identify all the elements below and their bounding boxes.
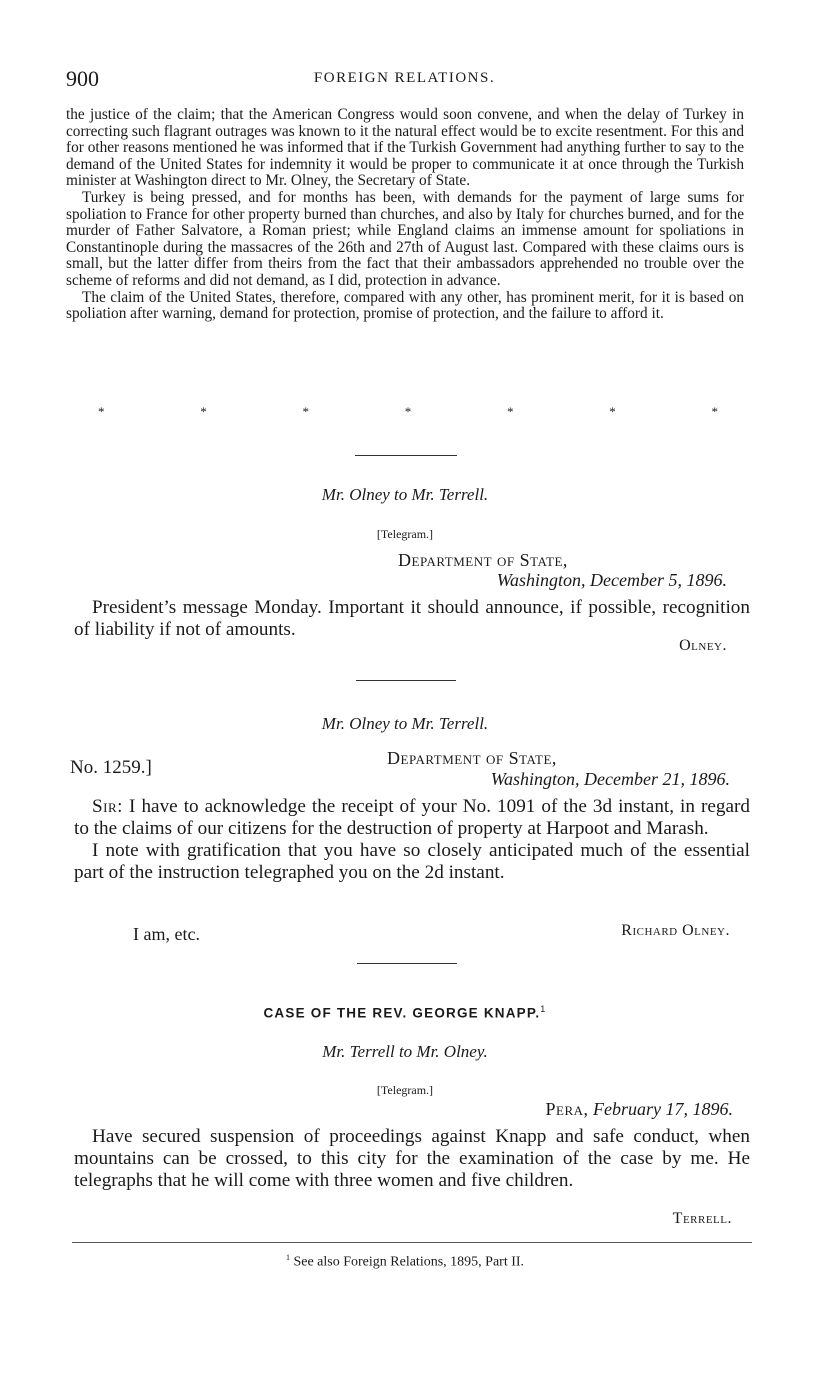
letter1-body-text: President’s message Monday. Important it should announce, if possible, recognition of liability if not of amounts.: [74, 597, 750, 640]
footnote-text: See also Foreign Relations, 1895, Part II.: [293, 1254, 525, 1270]
letter2-paragraph-2: I note with gratification that you have so closely anticipated much of the essential part of the instruction telegraphed you on the 2d instant.: [74, 840, 750, 883]
case-date: February 17, 1896.: [593, 1099, 733, 1119]
case-body-text: Have secured suspension of proceedings against Knapp and safe conduct, when mountains can be crossed, to this city for the examination of the case by me. He telegraphs that he will come with three women and five children.: [74, 1126, 750, 1191]
letter1-dept: Department of State,: [398, 550, 568, 570]
star: *: [507, 404, 514, 419]
star: *: [711, 404, 718, 419]
continuation-paragraph-3: The claim of the United States, therefore, compared with any other, has prominent merit, for it is based on spoliation after warning, demand for protection, promise of protection, and the failure to afford it.: [66, 288, 744, 323]
letter2-body: [74, 796, 750, 884]
star: *: [609, 404, 616, 419]
letter2-closing: I am, etc.: [133, 924, 200, 944]
star: *: [302, 404, 309, 419]
continuation-text: [66, 107, 744, 323]
letter2-paragraph-1: I have to acknowledge the receipt of your No. 1091 of the 3d instant, in regard to the claims of our citizens for the destruction of property at Harpoot and Marash.: [74, 796, 751, 839]
letter1-signature: Olney.: [679, 637, 727, 654]
continuation-paragraph-1: the justice of the claim; that the American Congress would soon convene, and when the delay of Turkey in correcting such flagrant outrages was known to it the natural effect would be to excite resentment. For this and for other reasons mentioned he was informed that if the Turkish Government had anything further to say to the demand of the United States for indemnity it would be proper to communicate it at once through the Turkish minister at Washington direct to Mr. Olney, the Secretary of State.: [66, 106, 744, 190]
letter2-number: No. 1259.]: [70, 757, 152, 778]
star: *: [98, 404, 105, 419]
section-divider: [355, 455, 457, 456]
letter1-heading: Mr. Olney to Mr. Terrell.: [321, 485, 489, 504]
ellipsis-stars: [98, 404, 718, 420]
case-title-text: CASE OF THE REV. GEORGE KNAPP.: [263, 1005, 541, 1021]
case-title: [66, 1004, 744, 1021]
footnote-rule: [72, 1242, 752, 1243]
letter1-date: Washington, December 5, 1896.: [496, 570, 727, 590]
running-title: FOREIGN RELATIONS.: [313, 70, 496, 86]
letter2-dept: Department of State,: [387, 748, 557, 768]
running-head: [66, 66, 743, 90]
case-heading: Mr. Terrell to Mr. Olney.: [322, 1042, 488, 1061]
case-dateline: [300, 1099, 733, 1120]
continuation-paragraph-2: Turkey is being pressed, and for months has been, with demands for the payment of large sums for spoliation to France for other property burned than churches, and also by Italy for churches burned, and for the murder of Father Salvatore, a Roman priest; while England claims an immense amount for spoliations in Constantinople during the massacres of the 26th and 27th of August last. Compared with these claims ours is small, but the latter differ from theirs from the fact that their ambassadors apprehended no trouble over the scheme of reforms and did not demand, as I did, protection in advance.: [66, 188, 744, 289]
letter2-salutation: Sir:: [92, 796, 124, 817]
case-body: [74, 1126, 750, 1192]
star: *: [404, 404, 412, 419]
star: *: [200, 404, 207, 419]
footnote-marker: 1: [540, 1004, 547, 1014]
letter1-body: [74, 597, 750, 641]
section-divider: [357, 963, 457, 964]
footnote-mark: 1: [285, 1253, 290, 1262]
letter1-type: [Telegram.]: [376, 527, 434, 541]
footnote: [66, 1253, 744, 1271]
page-number: 900: [66, 66, 99, 91]
case-place: Pera,: [545, 1099, 589, 1119]
letter2-signature: Richard Olney.: [621, 922, 730, 939]
letter2-heading: Mr. Olney to Mr. Terrell.: [321, 714, 489, 733]
case-type: [Telegram.]: [376, 1083, 434, 1097]
letter2-date: Washington, December 21, 1896.: [490, 769, 730, 789]
section-divider: [356, 680, 456, 681]
case-signature: Terrell.: [672, 1210, 732, 1227]
